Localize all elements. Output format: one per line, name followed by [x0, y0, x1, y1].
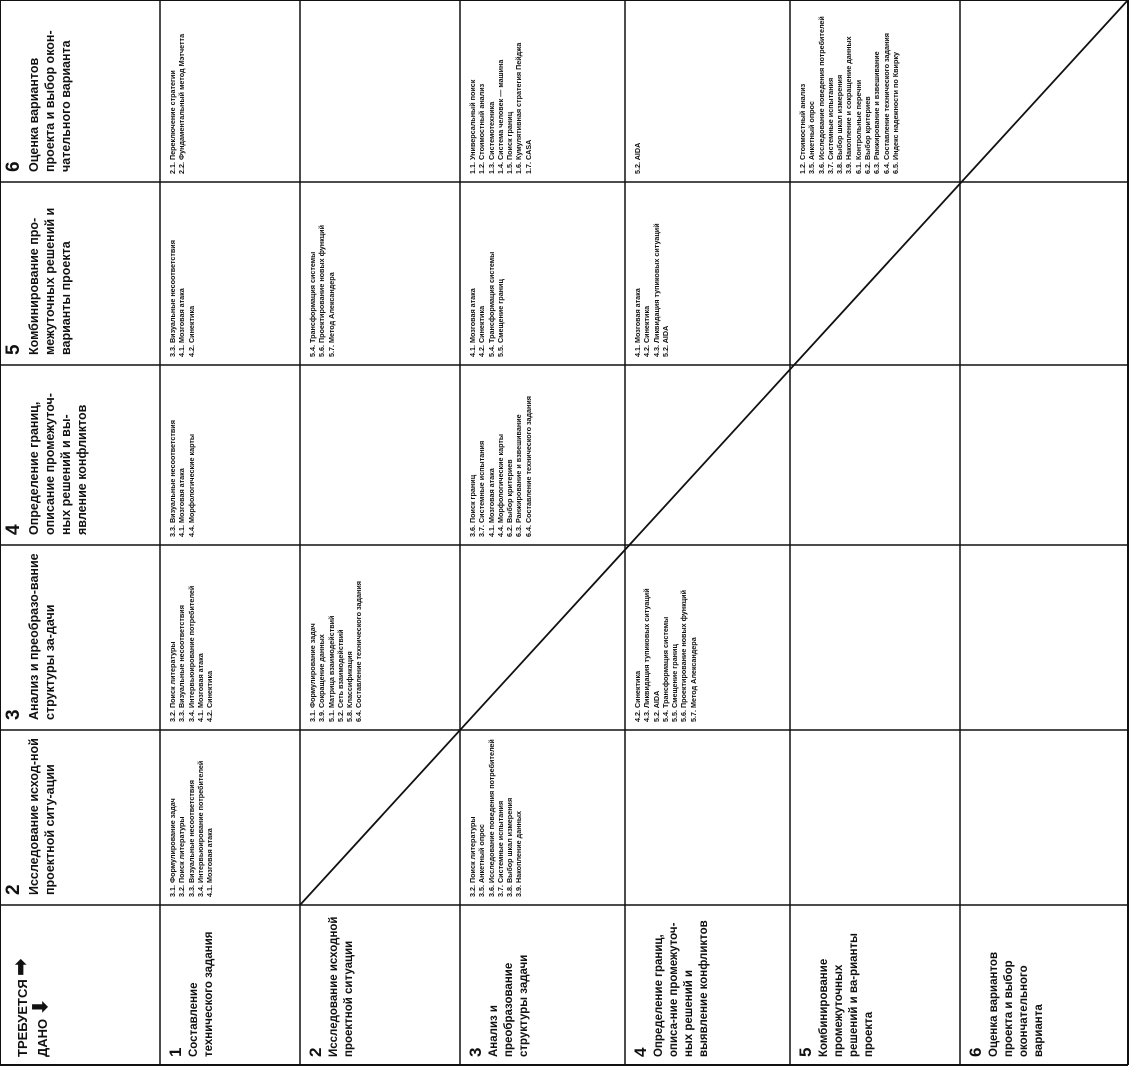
cell-method-list: [160, 0, 300, 182]
method-item: 3.2. Поиск литературы: [177, 816, 187, 897]
method-item: 3.9. Накопление данных: [514, 810, 524, 897]
method-item: 5.2. Сеть взаимодействий: [335, 629, 345, 722]
method-item: 4.1. Мозговая атака: [195, 653, 205, 722]
method-item: 6.1. Контрольные перечни: [853, 79, 863, 174]
method-item: 4.2. Синектика: [633, 670, 642, 722]
method-item: 1.6. Кумулятивная стратегия Пейджа: [514, 42, 524, 174]
method-item: 1.4. Система человек — машина: [495, 59, 505, 174]
cell-method-list: [300, 545, 460, 730]
row-header-1: 1 Составление технического задания: [166, 931, 215, 1057]
cell-method-list: [300, 182, 460, 365]
method-item: 4.3. Ликвидация тупиковых ситуаций: [642, 588, 652, 722]
method-item: 3.6. Исследование поведения потребителей: [816, 16, 826, 174]
method-item: 6.5. Индекс надежности по Квирку: [890, 52, 900, 174]
method-item: 3.3. Визуальные несоответствия: [168, 240, 177, 357]
method-item: 6.3. Ранжирование и взвешивание: [514, 414, 524, 537]
method-item: 3.8. Выбор шкал измерения: [835, 74, 845, 174]
method-item: 3.7. Системные испытания: [495, 800, 505, 897]
method-item: 3.9. Сокращение данных: [317, 634, 327, 722]
method-item: 4.2. Синектика: [477, 305, 487, 357]
method-item: 3.8. Выбор шкал измерения: [505, 797, 515, 897]
matrix-cell-r3c2: [460, 730, 625, 905]
method-item: 6.4. Составление технического задания: [881, 33, 891, 174]
method-item: 5.6. Проектирование новых функций: [317, 225, 327, 357]
row-header-2: 2 Исследование исходной проектной ситуации: [306, 916, 355, 1057]
column-header-4: 4 Определение границ, описание промежуточ-ных решений и вы-явление конфликтов: [3, 393, 89, 535]
column-header-5: 5 Комбинирование про-межуточных решений и варианты проекта: [3, 207, 73, 355]
matrix-cell-r1c4: [160, 365, 300, 545]
row-header-6: 6 Оценка вариантов проекта и выбор окончательного варианта: [966, 951, 1045, 1057]
method-item: 4.1. Мозговая атака: [205, 828, 215, 897]
method-item: 4.1. Мозговая атака: [633, 288, 642, 357]
arrow-right-icon: ➡: [10, 958, 32, 976]
method-item: 1.7. CASA: [523, 139, 533, 174]
method-item: 1.1. Универсальный поиск: [468, 79, 477, 174]
method-item: 4.1. Мозговая атака: [468, 288, 477, 357]
cell-method-list: [460, 730, 625, 905]
method-item: 6.4. Составление технического задания: [354, 581, 364, 722]
column-header-6: 6 Оценка вариантов проекта и выбор окон-чательного варианта: [3, 30, 73, 172]
method-item: 6.4. Составление технического задания: [523, 396, 533, 537]
method-item: 4.1. Мозговая атака: [177, 288, 187, 357]
method-item: 4.4. Морфологические карты: [186, 433, 196, 537]
method-item: 3.1. Формулирование задач: [308, 623, 317, 722]
method-item: 3.4. Интервьюирование потребителей: [195, 760, 205, 897]
method-item: 6.3. Ранжирование и взвешивание: [872, 51, 882, 174]
method-item: 3.7. Системные испытания: [825, 77, 835, 174]
method-item: 4.2. Синектика: [205, 670, 215, 722]
method-item: 6.2. Выбор критериев: [505, 459, 515, 537]
column-header-2: 2 Исследование исход-ной проектной ситу-ации: [3, 738, 57, 895]
method-item: 5.1. Матрица взаимодействий: [326, 615, 336, 722]
method-item: 2.1. Переключение стратегии: [168, 70, 177, 174]
method-item: 1.2. Стоимостный анализ: [477, 83, 487, 174]
matrix-cell-r3c6: [460, 0, 625, 182]
cell-method-list: [160, 545, 300, 730]
matrix-cell-r2c3: [300, 545, 460, 730]
method-item: 4.2. Синектика: [642, 305, 652, 357]
arrow-down-icon: ⬇: [30, 998, 52, 1016]
method-item: 5.5. Смещение границ: [495, 279, 505, 357]
cell-method-list: [160, 182, 300, 365]
method-item: 6.2. Выбор критериев: [863, 96, 873, 174]
method-item: 3.7. Системные испытания: [477, 440, 487, 537]
matrix-cell-r3c4: [460, 365, 625, 545]
method-item: 5.6. Проектирование новых функций: [679, 590, 689, 722]
method-item: 5.8. Классификация: [345, 651, 355, 722]
method-item: 5.4. Трансформация системы: [486, 251, 496, 357]
cell-method-list: [625, 545, 790, 730]
matrix-cell-r1c5: [160, 182, 300, 365]
method-item: 3.4. Интервьюирование потребителей: [186, 585, 196, 722]
method-item: 3.1. Формулирование задач: [168, 798, 177, 897]
method-item: 3.3. Визуальные несоответствия: [168, 420, 177, 537]
method-item: 5.2. AIDA: [660, 325, 670, 357]
matrix-cell-r4c6: [625, 0, 790, 182]
method-item: 5.4. Трансформация системы: [308, 251, 317, 357]
matrix-cell-r2c5: [300, 182, 460, 365]
matrix-cell-r4c5: [625, 182, 790, 365]
method-item: 3.3. Визуальные несоответствия: [186, 780, 196, 897]
matrix-cell-r1c6: [160, 0, 300, 182]
corner-required-label: ТРЕБУЕТСЯ ➡: [10, 958, 32, 1057]
method-item: 5.2. AIDA: [651, 690, 661, 722]
method-item: 4.2. Синектика: [186, 305, 196, 357]
matrix-cell-r1c2: [160, 730, 300, 905]
method-item: 5.7. Метод Александера: [688, 637, 698, 722]
cell-method-list: [160, 730, 300, 905]
method-item: 4.4. Морфологические карты: [495, 433, 505, 537]
method-item: 1.5. Поиск границ: [505, 111, 515, 174]
method-item: 1.3. Системотехника: [486, 101, 496, 174]
corner-given-label: ДАНО ⬇: [30, 998, 52, 1057]
row-header-4: 4 Определение границ, описа-ние промежуточ-ных решений и выявление конфликтов: [631, 920, 710, 1057]
method-item: 4.3. Ликвидация тупиковых ситуаций: [651, 223, 661, 357]
cell-method-list: [790, 0, 960, 182]
column-header-3: 3 Анализ и преобразо-вание структуры за-дачи: [3, 553, 57, 720]
matrix-cell-r4c3: [625, 545, 790, 730]
method-item: 3.6. Исследование поведения потребителей: [486, 739, 496, 897]
row-header-3: 3 Анализ и преобразование структуры задачи: [466, 954, 530, 1057]
cell-method-list: [160, 365, 300, 545]
method-item: 4.1. Мозговая атака: [177, 468, 187, 537]
cell-method-list: [460, 365, 625, 545]
cell-method-list: [625, 182, 790, 365]
cell-method-list: [625, 0, 790, 182]
matrix-cell-r1c3: [160, 545, 300, 730]
matrix-cell-r3c5: [460, 182, 625, 365]
method-item: 2.2. Фундаментальный метод Мэтчетта: [177, 33, 187, 174]
method-item: 5.5. Смещение границ: [670, 644, 680, 722]
cell-method-list: [460, 0, 625, 182]
method-item: 5.2. AIDA: [633, 142, 642, 174]
row-header-5: 5 Комбинирование промежуточных решений и ва-рианты проекта: [796, 933, 875, 1057]
method-item: 5.4. Трансформация системы: [660, 616, 670, 722]
method-item: 3.5. Анкетный опрос: [477, 824, 487, 897]
method-item: 4.1. Мозговая атака: [486, 468, 496, 537]
method-item: 3.2. Поиск литературы: [468, 816, 477, 897]
cell-method-list: [460, 182, 625, 365]
method-item: 3.3. Визуальные несоответствия: [177, 605, 187, 722]
method-item: 1.2. Стоимостный анализ: [798, 83, 807, 174]
method-item: 5.7. Метод Александера: [326, 272, 336, 357]
method-item: 3.6. Поиск границ: [468, 474, 477, 537]
method-item: 3.2. Поиск литературы: [168, 641, 177, 722]
method-item: 3.5. Анкетный опрос: [807, 101, 817, 174]
method-item: 3.9. Накопление и сокращение данных: [844, 36, 854, 174]
matrix-cell-r5c6: [790, 0, 960, 182]
